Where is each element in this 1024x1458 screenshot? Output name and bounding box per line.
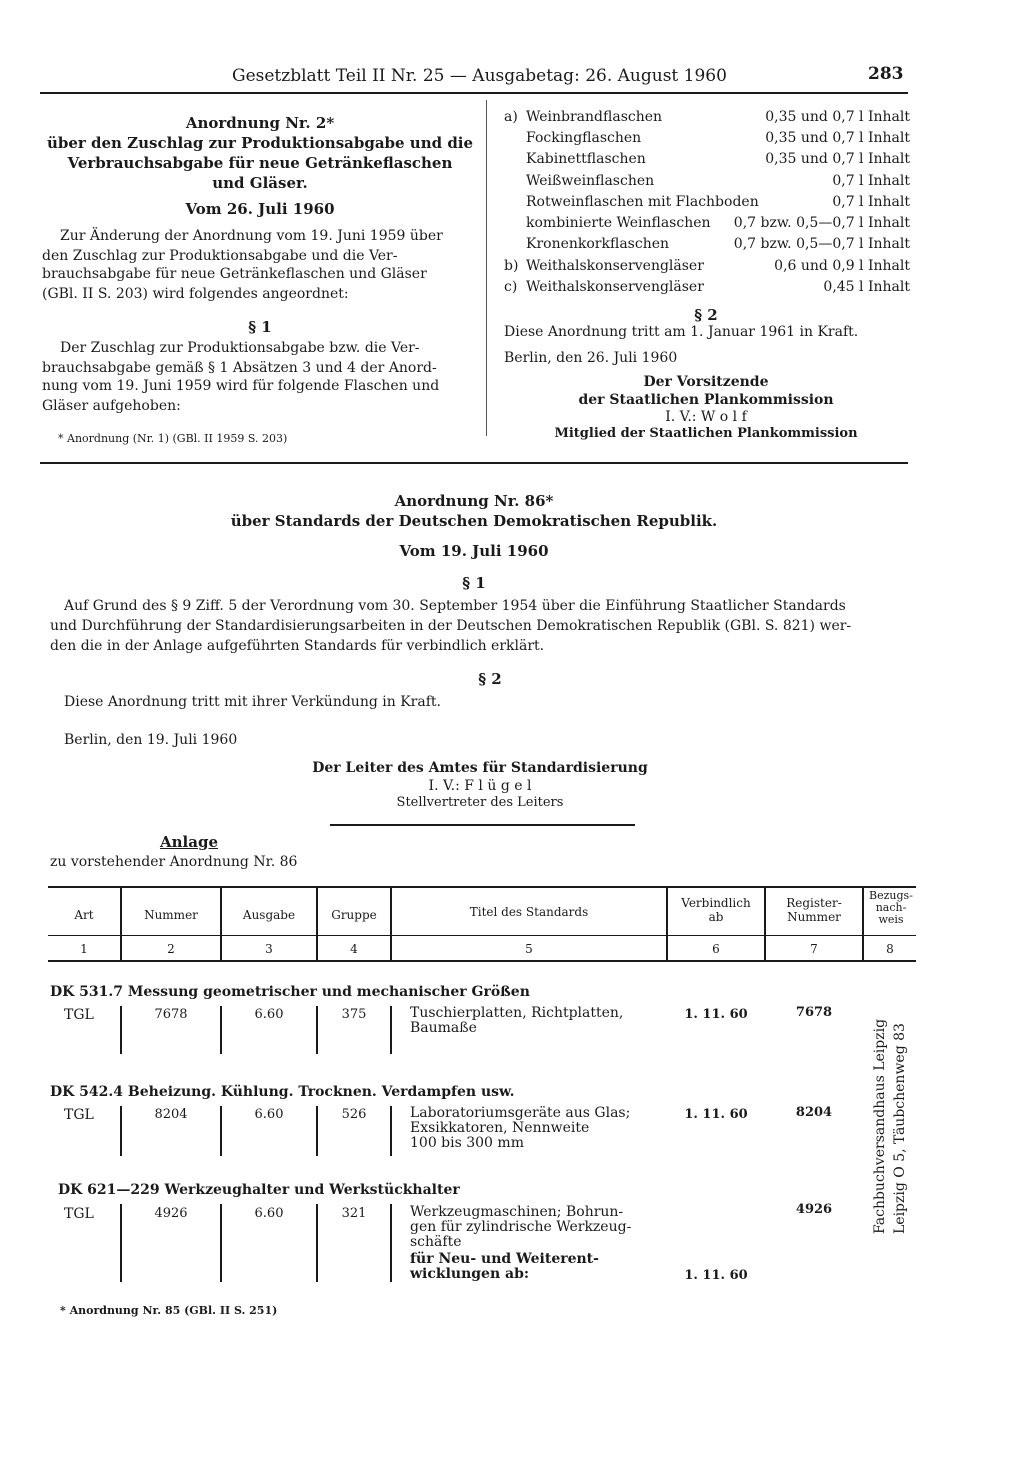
cell-nummer: 4926 xyxy=(154,1206,188,1221)
order-subtitle: Verbrauchsabgabe für neue Getränkeflaschen xyxy=(67,154,453,172)
intro-line: brauchsabgabe für neue Getränkeflaschen und Gläser xyxy=(42,266,427,282)
column-number: 7 xyxy=(810,942,818,956)
section-text-line: Auf Grund des § 9 Ziff. 5 der Verordnung vom 30. September 1954 über die Einführung Staatlicher Standards xyxy=(64,598,846,614)
section-text-line: nung vom 19. Juni 1959 wird für folgende Flaschen und xyxy=(42,378,440,394)
section-rule xyxy=(40,462,908,464)
section-text-line: brauchsabgabe gemäß § 1 Absätzen 3 und 4 der Anord- xyxy=(42,360,437,376)
column-header: Ausgabe xyxy=(242,908,296,922)
table-numbers-rule xyxy=(48,960,916,962)
order-date: Vom 26. Juli 1960 xyxy=(185,200,335,218)
cell-ausgabe: 6.60 xyxy=(254,1206,284,1221)
place-date: Berlin, den 26. Juli 1960 xyxy=(504,350,678,366)
column-header: Gruppe xyxy=(331,908,377,922)
place-date: Berlin, den 19. Juli 1960 xyxy=(64,732,238,748)
section-text-line: Der Zuschlag zur Produktionsabgabe bzw. die Ver- xyxy=(60,340,420,356)
intro-line: den Zuschlag zur Produktionsabgabe und die Ver- xyxy=(42,248,398,264)
column-header: Verbindlich ab xyxy=(681,896,751,924)
column-number: 6 xyxy=(712,942,720,956)
cell-titel: Werkzeugmaschinen; Bohrun- gen für zylindrische Werkzeug- schäfte für Neu- und Weiterent- wicklungen ab: xyxy=(410,1204,632,1282)
section-heading: § 2 xyxy=(694,306,718,324)
section-heading: § 1 xyxy=(462,574,486,592)
column-number: 8 xyxy=(886,942,894,956)
cell-nummer: 7678 xyxy=(154,1007,188,1022)
signature-role: Stellvertreter des Leiters xyxy=(396,795,564,810)
intro-line: Zur Änderung der Anordnung vom 19. Juni 1959 über xyxy=(60,228,443,244)
column-number: 4 xyxy=(350,942,358,956)
signature-name: I. V.: F l ü g e l xyxy=(428,778,532,794)
order-date: Vom 19. Juli 1960 xyxy=(399,542,549,560)
section-text-line: und Durchführung der Standardisierungsarbeiten in der Deutschen Demokratischen Republik (GBl. S. 821) wer- xyxy=(50,618,852,634)
cell-verbindlich: 1. 11. 60 xyxy=(684,1107,748,1122)
group-heading: DK 621—229 Werkzeughalter und Werkstückhalter xyxy=(58,1182,460,1198)
group-heading: DK 542.4 Beheizung. Kühlung. Trocknen. Verdampfen usw. xyxy=(50,1084,515,1100)
table-header-rule xyxy=(48,935,916,936)
section-text-line: den die in der Anlage aufgeführten Standards für verbindlich erklärt. xyxy=(50,638,545,654)
cell-titel: Tuschierplatten, Richtplatten, Baumaße xyxy=(410,1005,624,1036)
cell-art: TGL xyxy=(64,1206,94,1222)
table-top-rule xyxy=(48,886,916,888)
cell-register: 4926 xyxy=(795,1202,833,1217)
cell-art: TGL xyxy=(64,1007,94,1023)
order-title: Anordnung Nr. 2* xyxy=(185,114,335,132)
cell-ausgabe: 6.60 xyxy=(254,1007,284,1022)
order-subtitle: über den Zuschlag zur Produktionsabgabe und die xyxy=(46,134,474,152)
signature-title: Der Vorsitzende xyxy=(643,374,769,390)
column-header: Titel des Standards xyxy=(469,905,589,919)
column-header: Nummer xyxy=(144,908,198,922)
column-number: 3 xyxy=(265,942,273,956)
order-title: Anordnung Nr. 86* xyxy=(394,492,554,510)
cell-verbindlich: 1. 11. 60 xyxy=(684,1007,748,1022)
cell-nummer: 8204 xyxy=(154,1107,188,1122)
signature-role: Mitglied der Staatlichen Plankommission xyxy=(554,426,858,441)
section-heading: § 1 xyxy=(248,318,272,336)
column-header: Register-Nummer xyxy=(786,896,842,924)
group-heading: DK 531.7 Messung geometrischer und mechanischer Größen xyxy=(50,984,530,1000)
cell-verbindlich: 1. 11. 60 xyxy=(684,1268,748,1283)
intro-line: (GBl. II S. 203) wird folgendes angeordnet: xyxy=(42,286,349,302)
cell-gruppe: 526 xyxy=(341,1107,367,1122)
signature-title: der Staatlichen Plankommission xyxy=(578,392,834,408)
section-text-line: Gläser aufgehoben: xyxy=(42,398,181,414)
cell-register: 8204 xyxy=(795,1105,833,1120)
column-number: 1 xyxy=(80,942,88,956)
header-rule xyxy=(40,92,908,94)
cell-gruppe: 321 xyxy=(341,1206,367,1221)
source-note: Fachbuchversandhaus Leipzig xyxy=(872,1018,888,1234)
signature-name: I. V.: W o l f xyxy=(665,409,747,425)
source-note: Leipzig O 5, Täubchenweg 83 xyxy=(892,1023,908,1234)
column-number: 5 xyxy=(525,942,533,956)
section-text: Diese Anordnung tritt am 1. Januar 1961 in Kraft. xyxy=(504,324,859,340)
cell-gruppe: 375 xyxy=(341,1007,367,1022)
column-header: Art xyxy=(74,908,94,922)
cell-ausgabe: 6.60 xyxy=(254,1107,284,1122)
section-text: Diese Anordnung tritt mit ihrer Verkündung in Kraft. xyxy=(64,694,441,710)
order-subtitle: über Standards der Deutschen Demokratischen Republik. xyxy=(230,512,718,530)
column-divider xyxy=(486,100,487,436)
annex-title: Anlage xyxy=(160,833,218,851)
page-number: 283 xyxy=(868,64,904,84)
cell-register: 7678 xyxy=(795,1005,833,1020)
column-header: Bezugs-nach-weis xyxy=(869,889,913,926)
annex-subtitle: zu vorstehender Anordnung Nr. 86 xyxy=(50,854,298,870)
signature-rule xyxy=(330,824,635,826)
cell-titel: Laboratoriumsgeräte aus Glas; Exsikkatoren, Nennweite 100 bis 300 mm xyxy=(410,1105,631,1151)
signature-title: Der Leiter des Amtes für Standardisierung xyxy=(312,760,648,776)
column-number: 2 xyxy=(167,942,175,956)
order-subtitle: und Gläser. xyxy=(212,174,308,192)
page-header-title: Gesetzblatt Teil II Nr. 25 — Ausgabetag: 26. August 1960 xyxy=(232,66,727,86)
cell-art: TGL xyxy=(64,1107,94,1123)
footnote: * Anordnung Nr. 85 (GBl. II S. 251) xyxy=(60,1304,278,1317)
footnote: * Anordnung (Nr. 1) (GBl. II 1959 S. 203) xyxy=(58,432,288,445)
section-heading: § 2 xyxy=(478,670,502,688)
